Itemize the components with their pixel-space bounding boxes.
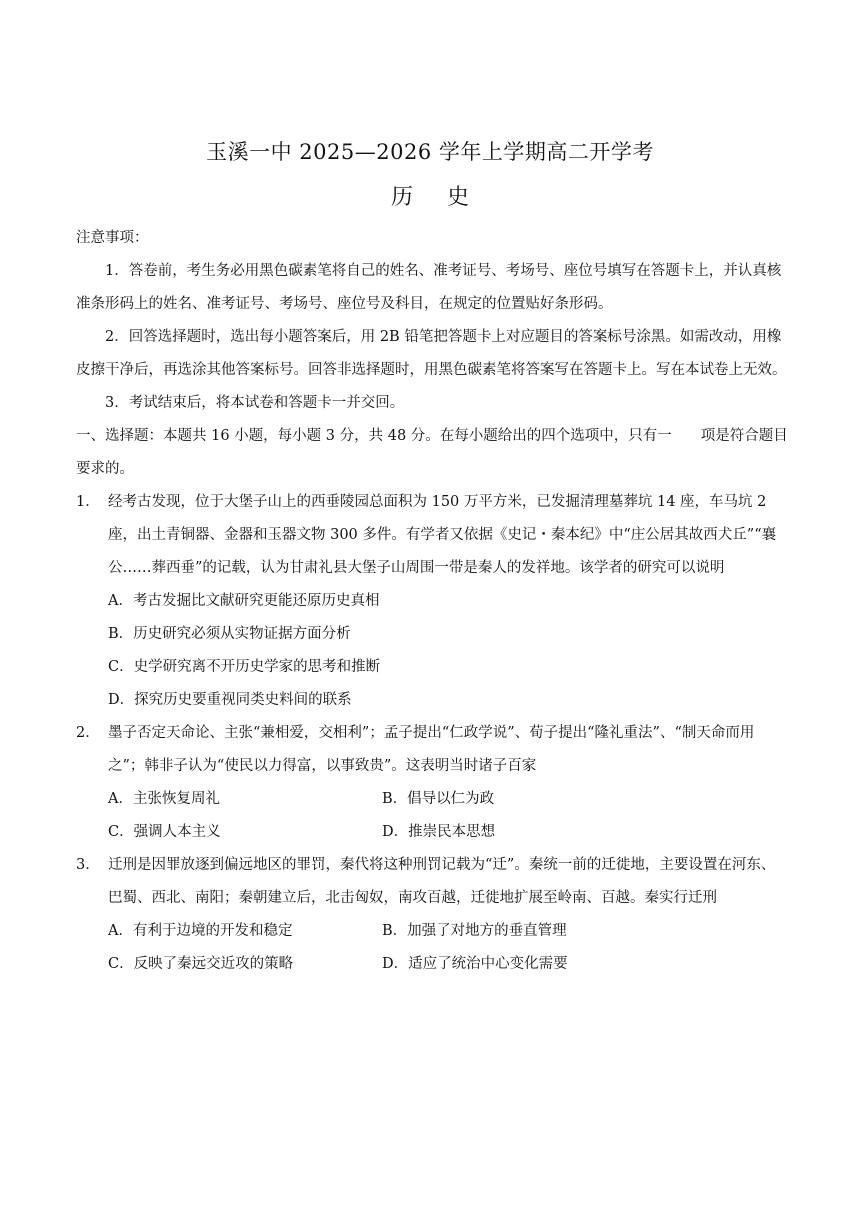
option-d[interactable]: D．适应了统治中心变化需要 bbox=[382, 956, 568, 972]
question-1-options bbox=[76, 585, 788, 717]
option-b[interactable]: B．加强了对地方的垂直管理 bbox=[382, 923, 567, 939]
exam-title: 玉溪一中 2025—2026 学年上学期高二开学考 bbox=[206, 140, 654, 164]
question-number: 1． bbox=[76, 494, 100, 510]
option-a[interactable]: A．有利于边境的开发和稳定 bbox=[108, 923, 293, 939]
option-d[interactable]: D．推崇民本思想 bbox=[382, 824, 496, 840]
option-a[interactable]: A．主张恢复周礼 bbox=[108, 791, 220, 807]
notice-heading: 注意事项： bbox=[76, 230, 149, 246]
subject-title: 历史 bbox=[390, 185, 503, 210]
option-c[interactable]: C．反映了秦远交近攻的策略 bbox=[108, 956, 294, 972]
option-a[interactable]: A．考古发掘比文献研究更能还原历史真相 bbox=[108, 593, 380, 609]
question-3 bbox=[76, 849, 788, 915]
option-b[interactable]: B．倡导以仁为政 bbox=[382, 791, 495, 807]
question-number: 3． bbox=[76, 857, 100, 873]
question-stem: 迁刑是因罪放逐到偏远地区的罪罚，秦代将这种刑罚记载为“迁”。秦统一前的迁徙地，主要设置在河东、巴蜀、西北、南阳；秦朝建立后，北击匈奴，南攻百越，迁徙地扩展至岭南、百越。秦实行迁刑 bbox=[108, 857, 776, 906]
question-1 bbox=[76, 486, 788, 585]
section-heading: 一、选择题：本题共 16 小题，每小题 3 分，共 48 分。在每小题给出的四个选项中，只有一 项是符合题目要求的。 bbox=[76, 428, 788, 477]
question-stem: 墨子否定天命论、主张“兼相爱，交相利”；孟子提出“仁政学说”、荀子提出“隆礼重法”、“制天命而用之”；韩非子认为“使民以力得富，以事致贵”。这表明当时诸子百家 bbox=[108, 725, 755, 774]
question-2-options bbox=[76, 783, 788, 849]
question-number: 2． bbox=[76, 725, 100, 741]
notice-item: 2．回答选择题时，选出每小题答案后，用 2B 铅笔把答题卡上对应题目的答案标号涂黑。如需改动，用橡皮擦干净后，再选涂其他答案标号。回答非选择题时，用黑色碳素笔将答案写在答题卡上。写在本试卷上无效。 bbox=[76, 329, 787, 378]
option-d[interactable]: D．探究历史要重视同类史料间的联系 bbox=[108, 692, 352, 708]
notice-item: 3．考试结束后，将本试卷和答题卡一并交回。 bbox=[105, 395, 405, 411]
question-stem: 经考古发现，位于大堡子山上的西垂陵园总面积为 150 万平方米，已发掘清理墓葬坑 14 座，车马坑 2 座，出土青铜器、金器和玉器文物 300 多件。有学者又依据《史记・秦本纪》中“庄公居其故西犬丘”“襄公……葬西垂”的记载，认为甘肃礼县大堡子山周围一带是秦人的发祥地。该学者的研究可以说明 bbox=[108, 494, 777, 576]
option-c[interactable]: C．强调人本主义 bbox=[108, 824, 221, 840]
option-c[interactable]: C．史学研究离不开历史学家的思考和推断 bbox=[108, 659, 381, 675]
notice-item: 1．答卷前，考生务必用黑色碳素笔将自己的姓名、准考证号、考场号、座位号填写在答题卡上，并认真核准条形码上的姓名、准考证号、考场号、座位号及科目，在规定的位置贴好条形码。 bbox=[76, 263, 782, 312]
option-b[interactable]: B．历史研究必须从实物证据方面分析 bbox=[108, 626, 351, 642]
question-3-options bbox=[76, 915, 788, 981]
question-2 bbox=[76, 717, 788, 783]
exam-content bbox=[76, 222, 788, 981]
